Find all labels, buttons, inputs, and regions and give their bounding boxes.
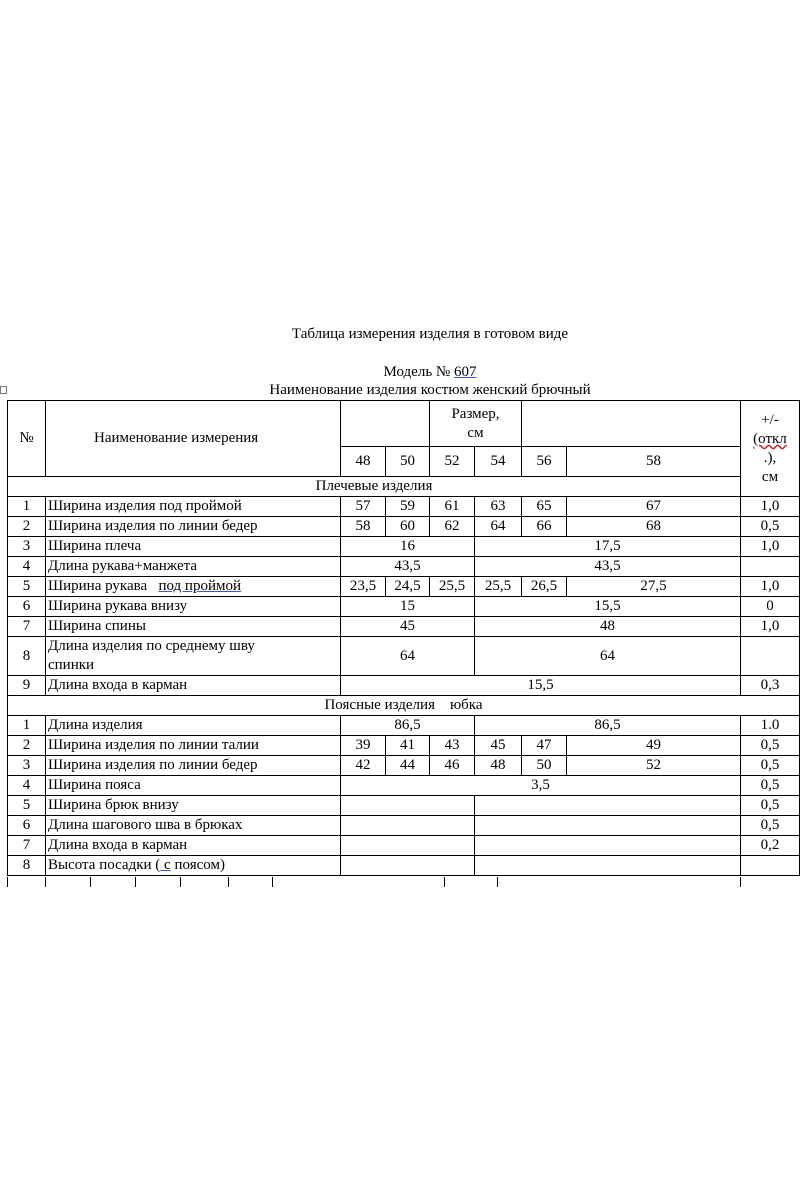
row-number: 8 — [8, 637, 46, 676]
cell-tolerance: 0,3 — [741, 676, 800, 696]
cell-tolerance: 1,0 — [741, 617, 800, 637]
cell-value-left: 15 — [341, 597, 475, 617]
cell-value: 66 — [522, 517, 567, 537]
model-number: 607 — [453, 364, 477, 380]
row-name: Длина входа в карман — [46, 836, 341, 856]
section-lower: Поясные изделия юбка — [8, 696, 800, 716]
row-number: 3 — [8, 756, 46, 776]
section-upper: Плечевые изделия — [8, 477, 741, 497]
cell-tolerance: 1,0 — [741, 497, 800, 517]
cell-value: 41 — [386, 736, 430, 756]
row-number: 1 — [8, 716, 46, 736]
table-row — [8, 736, 800, 756]
row-number: 4 — [8, 776, 46, 796]
size-54: 54 — [475, 447, 522, 477]
col-name-header: Наименование измерения — [46, 401, 341, 477]
cell-tolerance: 1,0 — [741, 577, 800, 597]
cell-tolerance: 0,5 — [741, 816, 800, 836]
product-name: Наименование изделия костюм женский брючный — [269, 382, 591, 398]
cell-value-right: 48 — [475, 617, 741, 637]
cell-value-right: 43,5 — [475, 557, 741, 577]
table-edge-stub — [90, 877, 91, 887]
table-row — [8, 577, 800, 597]
size-header — [430, 401, 522, 447]
row-name: Ширина изделия по линии бедер — [46, 517, 341, 537]
cell-value: 67 — [567, 497, 741, 517]
cell-value-all: 15,5 — [341, 676, 741, 696]
cell-tolerance — [741, 557, 800, 577]
table-edge-stub — [180, 877, 181, 887]
table-row — [8, 557, 800, 577]
row-name — [46, 856, 341, 876]
table-row — [8, 756, 800, 776]
cell-value: 25,5 — [430, 577, 475, 597]
cell-value: 27,5 — [567, 577, 741, 597]
cell-value-right: 64 — [475, 637, 741, 676]
row-name-part: Высота посадки ( — [48, 857, 161, 873]
row-number: 2 — [8, 736, 46, 756]
cell-value-right — [475, 856, 741, 876]
cell-value: 60 — [386, 517, 430, 537]
table-edge-stub — [497, 877, 498, 887]
table-edge-stub — [135, 877, 136, 887]
cell-value: 45 — [475, 736, 522, 756]
cell-value: 59 — [386, 497, 430, 517]
table-edge-stub — [272, 877, 273, 887]
table-row — [8, 676, 800, 696]
row-name: Ширина пояса — [46, 776, 341, 796]
row-name — [46, 577, 341, 597]
table-row — [8, 716, 800, 736]
cell-tolerance — [741, 637, 800, 676]
cell-value: 57 — [341, 497, 386, 517]
cell-value-left — [341, 836, 475, 856]
cell-value-right: 17,5 — [475, 537, 741, 557]
row-name-line2: спинки — [48, 657, 95, 673]
cell-value: 65 — [522, 497, 567, 517]
row-name-underlined: под проймой — [158, 578, 241, 594]
row-name: Ширина изделия под проймой — [46, 497, 341, 517]
row-name-underlined: с — [160, 857, 171, 873]
row-name: Ширина плеча — [46, 537, 341, 557]
cell-value-right: 15,5 — [475, 597, 741, 617]
table-edge-stub — [228, 877, 229, 887]
cell-tolerance: 0,2 — [741, 836, 800, 856]
table-edge-stub — [45, 877, 46, 887]
tolerance-line3: .), — [763, 450, 777, 466]
table-row — [8, 617, 800, 637]
cell-value-left: 43,5 — [341, 557, 475, 577]
row-name: Длина рукава+манжета — [46, 557, 341, 577]
table-row — [8, 597, 800, 617]
tolerance-line1: +/- — [761, 412, 779, 428]
cell-value-left — [341, 816, 475, 836]
cell-tolerance: 0,5 — [741, 517, 800, 537]
row-name: Ширина спины — [46, 617, 341, 637]
cell-tolerance: 0,5 — [741, 756, 800, 776]
row-name-line1: Длина изделия по среднему шву — [48, 638, 255, 654]
cell-value: 68 — [567, 517, 741, 537]
table-row — [8, 796, 800, 816]
row-number: 4 — [8, 557, 46, 577]
cell-value-right — [475, 816, 741, 836]
cell-value: 47 — [522, 736, 567, 756]
cell-value: 44 — [386, 756, 430, 776]
cell-value: 46 — [430, 756, 475, 776]
cell-tolerance: 1.0 — [741, 716, 800, 736]
size-56: 56 — [522, 447, 567, 477]
row-name: Ширина рукава внизу — [46, 597, 341, 617]
cell-value: 58 — [341, 517, 386, 537]
table-row — [8, 816, 800, 836]
row-number: 8 — [8, 856, 46, 876]
table-anchor-icon — [0, 386, 7, 394]
document-title: Таблица измерения изделия в готовом виде — [291, 326, 569, 342]
size-label-line2: см — [467, 424, 484, 441]
tolerance-line4: см — [761, 469, 779, 485]
cell-tolerance: 0,5 — [741, 796, 800, 816]
cell-value: 64 — [475, 517, 522, 537]
cell-value: 25,5 — [475, 577, 522, 597]
row-name: Длина входа в карман — [46, 676, 341, 696]
cell-value: 43 — [430, 736, 475, 756]
row-name — [46, 637, 341, 676]
table-row — [8, 537, 800, 557]
cell-value: 42 — [341, 756, 386, 776]
row-name: Длина изделия — [46, 716, 341, 736]
size-48: 48 — [341, 447, 386, 477]
cell-value: 39 — [341, 736, 386, 756]
cell-tolerance: 1,0 — [741, 537, 800, 557]
measurement-table — [7, 400, 800, 876]
cell-value: 52 — [567, 756, 741, 776]
cell-value-right — [475, 796, 741, 816]
row-name: Длина шагового шва в брюках — [46, 816, 341, 836]
cell-value-right — [475, 836, 741, 856]
row-number: 5 — [8, 577, 46, 597]
row-name-part: Ширина рукава — [48, 578, 148, 594]
row-name: Ширина изделия по линии талии — [46, 736, 341, 756]
cell-value-left: 86,5 — [341, 716, 475, 736]
cell-value: 48 — [475, 756, 522, 776]
model-label: Модель № — [383, 364, 451, 380]
model-line — [30, 364, 800, 381]
row-number: 6 — [8, 597, 46, 617]
table-edge-stub — [444, 877, 445, 887]
cell-value: 61 — [430, 497, 475, 517]
row-number: 3 — [8, 537, 46, 557]
table-row — [8, 856, 800, 876]
cell-value: 62 — [430, 517, 475, 537]
table-row — [8, 637, 800, 676]
row-number: 9 — [8, 676, 46, 696]
cell-value-left: 45 — [341, 617, 475, 637]
cell-value: 63 — [475, 497, 522, 517]
table-row — [8, 517, 800, 537]
row-name: Ширина брюк внизу — [46, 796, 341, 816]
tolerance-line2: (откл — [753, 431, 787, 447]
cell-value: 24,5 — [386, 577, 430, 597]
row-name-part: поясом) — [170, 857, 225, 873]
table-edge-stub — [740, 877, 741, 887]
tolerance-header — [741, 401, 800, 497]
size-header-blank-right — [522, 401, 741, 447]
size-50: 50 — [386, 447, 430, 477]
table-row — [8, 497, 800, 517]
cell-tolerance — [741, 856, 800, 876]
cell-value-right: 86,5 — [475, 716, 741, 736]
size-label-line1: Размер, — [451, 405, 500, 422]
row-name: Ширина изделия по линии бедер — [46, 756, 341, 776]
cell-value: 49 — [567, 736, 741, 756]
cell-value-left — [341, 796, 475, 816]
table-edge-stub — [7, 877, 8, 887]
cell-value-left: 64 — [341, 637, 475, 676]
cell-value-left — [341, 856, 475, 876]
size-58: 58 — [567, 447, 741, 477]
row-number: 6 — [8, 816, 46, 836]
cell-tolerance: 0,5 — [741, 736, 800, 756]
row-number: 2 — [8, 517, 46, 537]
cell-tolerance: 0 — [741, 597, 800, 617]
row-number: 7 — [8, 617, 46, 637]
size-52: 52 — [430, 447, 475, 477]
row-number: 7 — [8, 836, 46, 856]
table-row — [8, 836, 800, 856]
size-header-blank-left — [341, 401, 430, 447]
row-number: 5 — [8, 796, 46, 816]
cell-value: 50 — [522, 756, 567, 776]
cell-tolerance: 0,5 — [741, 776, 800, 796]
table-row — [8, 776, 800, 796]
cell-value-all: 3,5 — [341, 776, 741, 796]
col-number-header: № — [8, 401, 46, 477]
cell-value: 23,5 — [341, 577, 386, 597]
row-number: 1 — [8, 497, 46, 517]
cell-value: 26,5 — [522, 577, 567, 597]
cell-value-left: 16 — [341, 537, 475, 557]
